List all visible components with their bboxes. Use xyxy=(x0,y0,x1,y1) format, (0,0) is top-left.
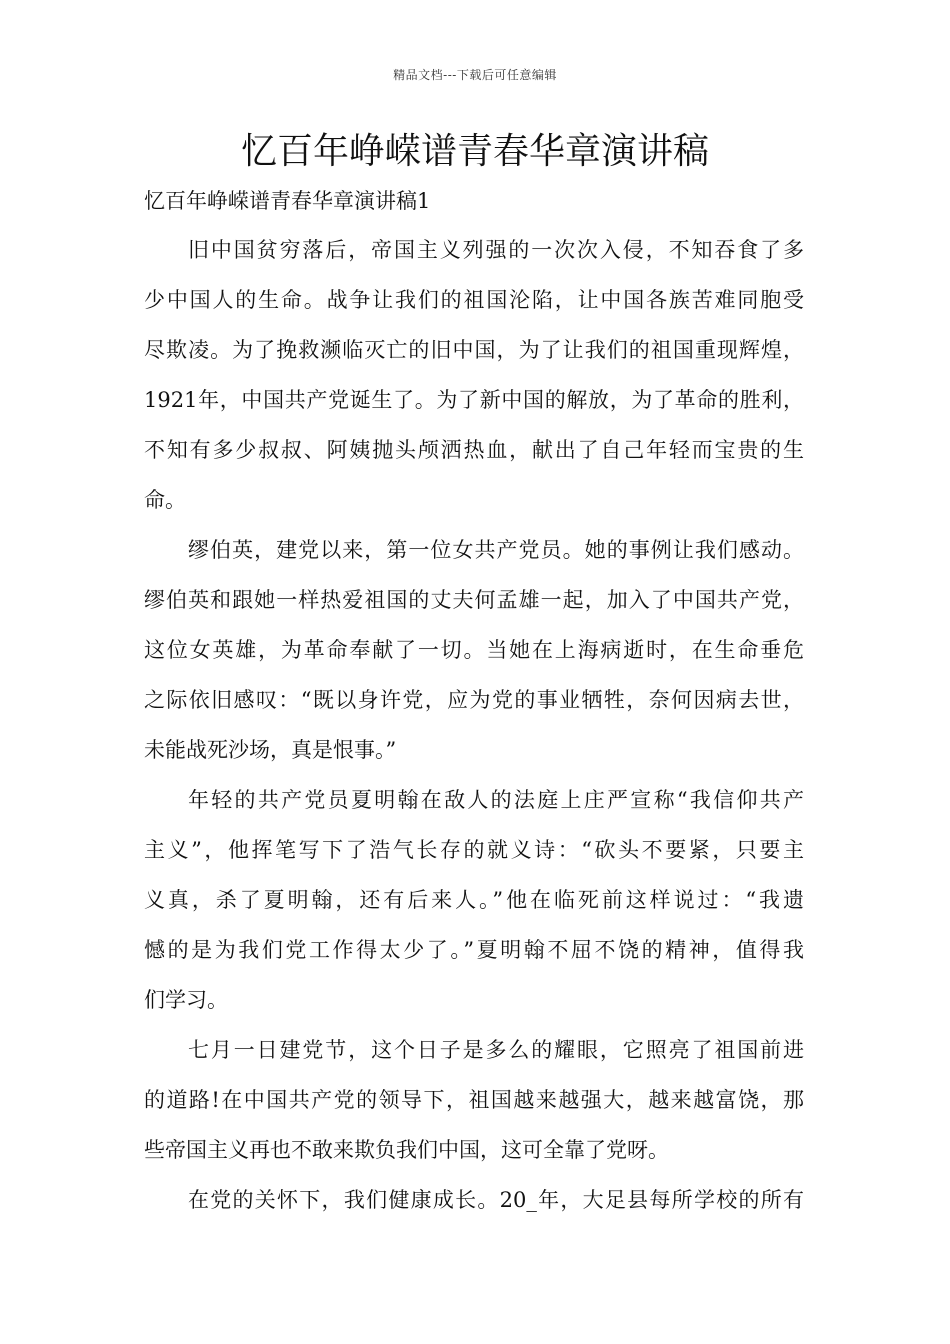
paragraph xyxy=(144,232,804,532)
paragraph xyxy=(144,532,804,782)
paragraph-line: 些帝国主义再也不敢来欺负我们中国，这可全靠了党呀。 xyxy=(144,1138,669,1162)
paragraph-line: 憾的是为我们党工作得太少了。”夏明翰不屈不饶的精神，值得我 xyxy=(144,938,804,962)
paragraph-line: 缪伯英和跟她一样热爱祖国的丈夫何孟雄一起，加入了中国共产党， xyxy=(144,588,804,612)
paragraph-line: 未能战死沙场，真是恨事。” xyxy=(144,738,397,762)
document-subtitle: 忆百年峥嵘谱青春华章演讲稿1 xyxy=(144,189,431,213)
paragraph xyxy=(144,1032,804,1182)
paragraph-line: 主义”，他挥笔写下了浩气长存的就义诗：“砍头不要紧，只要主 xyxy=(144,838,804,862)
document-body xyxy=(144,232,804,1232)
paragraph-line: 们学习。 xyxy=(144,988,228,1012)
paragraph-line: 尽欺凌。为了挽救濒临灭亡的旧中国，为了让我们的祖国重现辉煌， xyxy=(144,338,804,362)
paragraph-line: 这位女英雄，为革命奉献了一切。当她在上海病逝时，在生命垂危 xyxy=(144,638,804,662)
paragraph-line: 1921年，中国共产党诞生了。为了新中国的解放，为了革命的胜利， xyxy=(144,388,804,412)
paragraph-line: 命。 xyxy=(144,488,186,512)
paragraph-line: 七月一日建党节，这个日子是多么的耀眼，它照亮了祖国前进 xyxy=(188,1038,804,1062)
header-note: 精品文档---下载后可任意编辑 xyxy=(393,68,557,82)
paragraph xyxy=(144,782,804,1032)
paragraph xyxy=(144,1182,804,1232)
paragraph-line: 年轻的共产党员夏明翰在敌人的法庭上庄严宣称“我信仰共产 xyxy=(188,788,804,812)
paragraph-line: 缪伯英，建党以来，第一位女共产党员。她的事例让我们感动。 xyxy=(188,538,804,562)
paragraph-line: 不知有多少叔叔、阿姨抛头颅洒热血，献出了自己年轻而宝贵的生 xyxy=(144,438,804,462)
document-title: 忆百年峥嵘谱青春华章演讲稿 xyxy=(240,131,709,172)
paragraph-line: 义真，杀了夏明翰，还有后来人。”他在临死前这样说过：“我遗 xyxy=(144,888,804,912)
paragraph-line: 旧中国贫穷落后，帝国主义列强的一次次入侵，不知吞食了多 xyxy=(188,238,804,262)
paragraph-line: 在党的关怀下，我们健康成长。20_年，大足县每所学校的所有 xyxy=(188,1188,804,1212)
paragraph-line: 之际依旧感叹：“既以身许党，应为党的事业牺牲，奈何因病去世， xyxy=(144,688,804,712)
paragraph-line: 少中国人的生命。战争让我们的祖国沦陷，让中国各族苦难同胞受 xyxy=(144,288,804,312)
paragraph-line: 的道路!在中国共产党的领导下，祖国越来越强大，越来越富饶，那 xyxy=(144,1088,804,1112)
